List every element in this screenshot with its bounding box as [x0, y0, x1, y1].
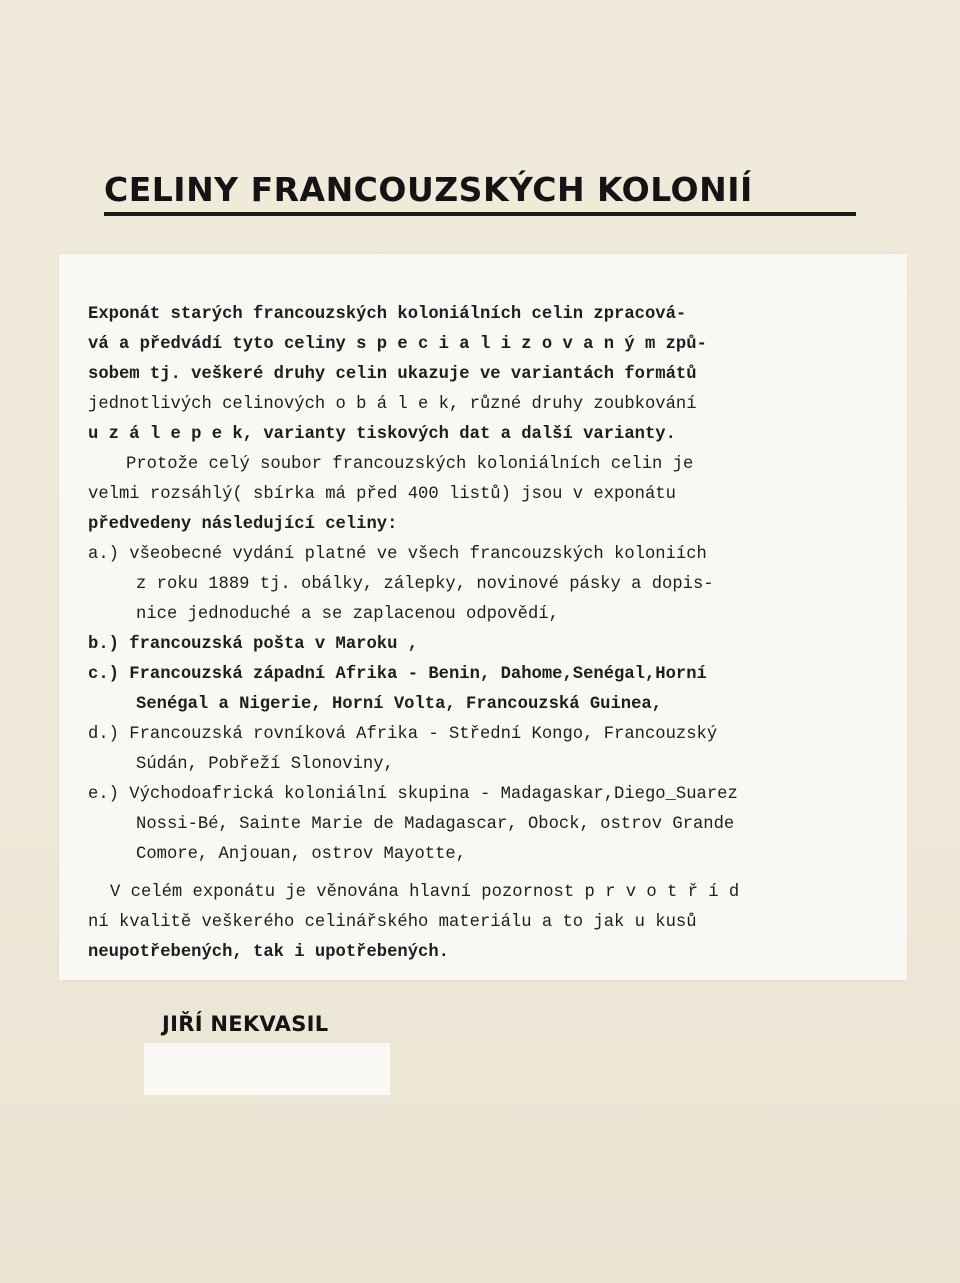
author-name: JIŘÍ NEKVASIL: [162, 1012, 329, 1036]
list-item-d: d.) Francouzská rovníková Afrika - Střední Kongo, Francouzský: [88, 725, 718, 744]
text-line: Exponát starých francouzských koloniálních celin zpracová-: [88, 305, 687, 324]
page-title: CELINY FRANCOUZSKÝCH KOLONIÍ: [104, 170, 753, 209]
text-line: u z á l e p e k, varianty tiskových dat a další varianty.: [88, 425, 676, 444]
text-line: sobem tj. veškeré druhy celin ukazuje ve variantách formátů: [88, 365, 697, 384]
text-line: Súdán, Pobřeží Slonoviny,: [136, 755, 394, 774]
text-line: předvedeny následující celiny:: [88, 515, 398, 534]
text-line: neupotřebených, tak i upotřebených.: [88, 943, 449, 962]
text-line: Senégal a Nigerie, Horní Volta, Francouzská Guinea,: [136, 695, 663, 714]
text-line: Protože celý soubor francouzských koloniálních celin je: [126, 455, 694, 474]
text-line: nice jednoduché a se zaplacenou odpovědí,: [136, 605, 559, 624]
typed-text: [88, 300, 868, 968]
text-line: Comore, Anjouan, ostrov Mayotte,: [136, 845, 467, 864]
text-line: jednotlivých celinových o b á l e k, různé druhy zoubkování: [88, 395, 697, 414]
title-underline: [104, 212, 856, 216]
list-item-a: a.) všeobecné vydání platné ve všech francouzských koloniích: [88, 545, 707, 564]
text-line: ní kvalitě veškerého celinářského materiálu a to jak u kusů: [88, 913, 697, 932]
list-item-e: e.) Východoafrická koloniální skupina - Madagaskar,Diego_Suarez: [88, 785, 738, 804]
list-item-c: c.) Francouzská západní Afrika - Benin, Dahome,Senégal,Horní: [88, 665, 707, 684]
text-line: vá a předvádí tyto celiny s p e c i a l i z o v a n ý m způ-: [88, 335, 707, 354]
text-line: V celém exponátu je věnována hlavní pozornost p r v o t ř í d: [110, 883, 740, 902]
blank-label: [144, 1043, 390, 1095]
list-item-b: b.) francouzská pošta v Maroku ,: [88, 635, 419, 654]
text-line: velmi rozsáhlý( sbírka má před 400 listů) jsou v exponátu: [88, 485, 676, 504]
text-line: z roku 1889 tj. obálky, zálepky, novinové pásky a dopis-: [136, 575, 714, 594]
text-line: Nossi-Bé, Sainte Marie de Madagascar, Obock, ostrov Grande: [136, 815, 735, 834]
